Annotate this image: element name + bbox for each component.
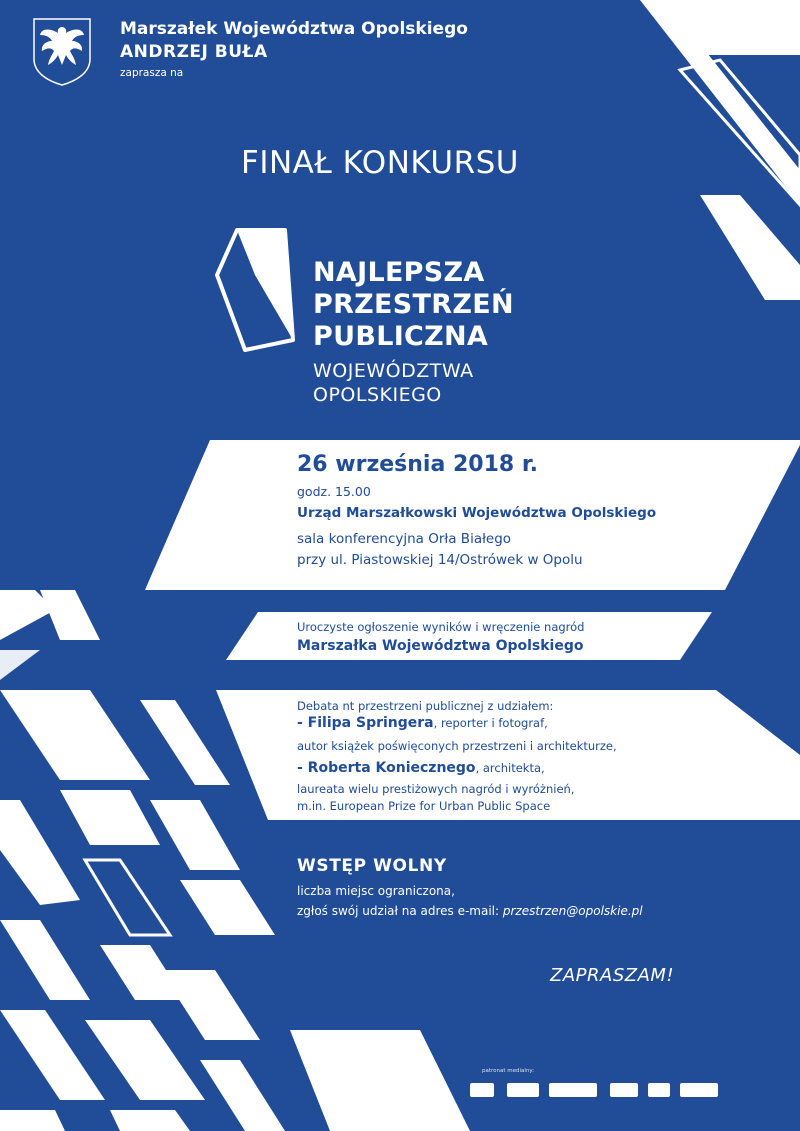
debate-speaker-2-desc-2: m.in. European Prize for Urban Public Space — [297, 799, 551, 813]
header-line-3: zaprasza na — [120, 67, 184, 79]
debate-speaker-1 — [297, 715, 548, 731]
invite-text: ZAPRASZAM! — [550, 965, 675, 986]
ceremony-line-2: Marszałka Województwa Opolskiego — [297, 638, 584, 654]
logo-line-4: WOJEWÓDZTWA — [313, 360, 474, 382]
signup-text: zgłoś swój udział na adres e-mail: — [297, 904, 503, 918]
event-time: godz. 15.00 — [297, 484, 371, 499]
logo-line-1: NAJLEPSZA — [313, 257, 485, 288]
media-logo-4 — [610, 1083, 638, 1097]
entry-note: liczba miejsc ograniczona, — [297, 884, 455, 898]
ceremony-line-1: Uroczyste ogłoszenie wyników i wręczenie nagród — [297, 620, 585, 634]
header-line-2: ANDRZEJ BUŁA — [120, 42, 268, 62]
logo-line-5: OPOLSKIEGO — [313, 384, 442, 406]
media-logo-3 — [549, 1083, 597, 1097]
speaker-1-name: - Filipa Springera — [297, 715, 434, 731]
debate-speaker-1-desc: autor książek poświęconych przestrzeni i architekturze, — [297, 739, 617, 753]
event-venue: Urząd Marszałkowski Województwa Opolskiego — [297, 505, 657, 521]
media-logo-2 — [507, 1083, 539, 1097]
speaker-1-role: , reporter i fotograf, — [433, 716, 548, 730]
entry-signup — [297, 904, 643, 918]
signup-email-link[interactable]: przestrzen@opolskie.pl — [502, 904, 643, 918]
media-logo-1 — [470, 1083, 494, 1097]
event-room: sala konferencyjna Orła Białego — [297, 531, 512, 547]
event-date: 26 września 2018 r. — [297, 452, 538, 477]
logo-line-3: PUBLICZNA — [313, 321, 489, 352]
debate-speaker-2-desc-1: laureata wielu prestiżowych nagród i wyróżnień, — [297, 782, 575, 796]
media-logo-6 — [680, 1083, 718, 1097]
debate-intro: Debata nt przestrzeni publicznej z udziałem: — [297, 699, 554, 713]
speaker-2-name: - Roberta Koniecznego — [297, 760, 476, 776]
event-title: FINAŁ KONKURSU — [241, 145, 519, 181]
header-line-1: Marszałek Województwa Opolskiego — [120, 19, 468, 39]
debate-speaker-2 — [297, 760, 545, 776]
competition-logo-icon — [215, 225, 295, 355]
patronage-label: patronat medialny: — [482, 1068, 535, 1074]
eagle-crest-icon — [30, 15, 94, 87]
entry-title: WSTĘP WOLNY — [297, 856, 447, 876]
speaker-2-role: , architekta, — [475, 761, 545, 775]
logo-line-2: PRZESTRZEŃ — [313, 289, 514, 320]
media-logo-5 — [648, 1083, 670, 1097]
event-address: przy ul. Piastowskiej 14/Ostrówek w Opolu — [297, 552, 583, 568]
